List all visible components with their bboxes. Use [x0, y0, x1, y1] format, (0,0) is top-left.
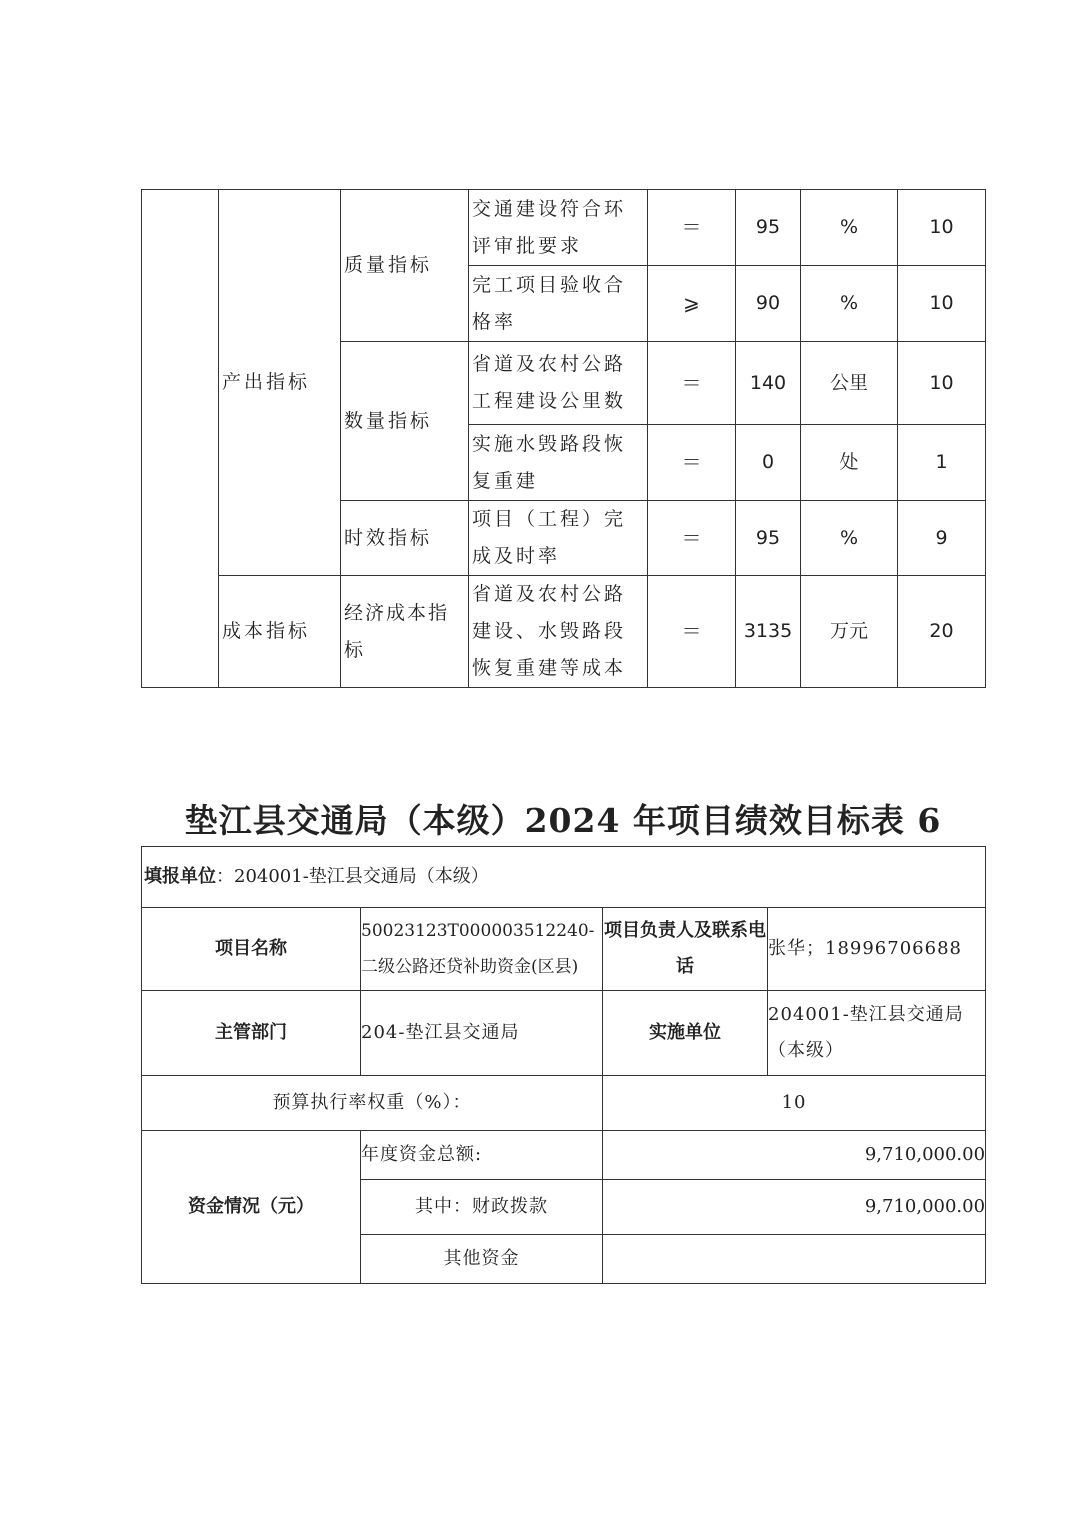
- dept-label: 主管部门: [142, 991, 361, 1076]
- indicator-op: ＝: [648, 425, 736, 501]
- project-info-table: [141, 846, 986, 1284]
- indicator-op: ⩾: [648, 266, 736, 342]
- reporting-unit-value: ：204001-垫江县交通局（本级）: [216, 866, 489, 887]
- indicator-unit: %: [801, 190, 898, 266]
- level2-cost-label: 成本指标: [219, 576, 341, 688]
- level3-quality-label: 质量指标: [341, 190, 469, 342]
- level3-quantity-label: 数量指标: [341, 342, 469, 501]
- indicator-name: 实施水毁路段恢复重建: [469, 425, 648, 501]
- annual-total-label: 年度资金总额:: [361, 1131, 603, 1180]
- table-row: [142, 576, 986, 688]
- indicator-op: ＝: [648, 576, 736, 688]
- indicator-op: ＝: [648, 501, 736, 576]
- level3-timeliness-label: 时效指标: [341, 501, 469, 576]
- fund-label: 资金情况（元）: [142, 1131, 361, 1284]
- indicator-weight: 10: [898, 190, 986, 266]
- indicator-op: ＝: [648, 342, 736, 425]
- indicator-name: 项目（工程）完成及时率: [469, 501, 648, 576]
- indicator-value: 0: [736, 425, 801, 501]
- indicator-op: ＝: [648, 190, 736, 266]
- indicator-name: 完工项目验收合格率: [469, 266, 648, 342]
- indicator-value: 140: [736, 342, 801, 425]
- indicator-weight: 10: [898, 266, 986, 342]
- fiscal-value: 9,710,000.00: [603, 1180, 986, 1235]
- leader-value: 张华；18996706688: [768, 908, 986, 991]
- indicator-name: 省道及农村公路工程建设公里数: [469, 342, 648, 425]
- impl-unit-label: 实施单位: [603, 991, 768, 1076]
- indicator-value: 95: [736, 501, 801, 576]
- indicator-weight: 9: [898, 501, 986, 576]
- impl-unit-value: 204001-垫江县交通局（本级）: [768, 991, 986, 1076]
- document-title: 垫江县交通局（本级）2024 年项目绩效目标表 6: [184, 801, 942, 840]
- level3-econ-cost-label: 经济成本指标: [341, 576, 469, 688]
- budget-rate-label: 预算执行率权重（%）：: [142, 1076, 603, 1131]
- indicator-weight: 10: [898, 342, 986, 425]
- table-row: [142, 190, 986, 266]
- table-row: [142, 991, 986, 1076]
- fiscal-label: 其中：财政拨款: [361, 1180, 603, 1235]
- level2-output-label: 产出指标: [219, 190, 341, 576]
- reporting-unit-label: 填报单位: [144, 866, 216, 887]
- other-fund-value: [603, 1235, 986, 1284]
- level1-cell: [142, 190, 219, 688]
- indicator-unit: %: [801, 266, 898, 342]
- indicator-value: 90: [736, 266, 801, 342]
- project-name-value: 50023123T000003512240-二级公路还贷补助资金(区县): [361, 908, 603, 991]
- leader-label: 项目负责人及联系电话: [603, 908, 768, 991]
- other-fund-label: 其他资金: [361, 1235, 603, 1284]
- reporting-unit-cell: [142, 847, 986, 908]
- project-name-label: 项目名称: [142, 908, 361, 991]
- indicator-name: 交通建设符合环评审批要求: [469, 190, 648, 266]
- table-row: [142, 908, 986, 991]
- budget-rate-value: 10: [603, 1076, 986, 1131]
- table-row: [142, 847, 986, 908]
- indicator-unit: %: [801, 501, 898, 576]
- indicator-weight: 20: [898, 576, 986, 688]
- indicator-value: 95: [736, 190, 801, 266]
- indicator-unit: 公里: [801, 342, 898, 425]
- annual-total-value: 9,710,000.00: [603, 1131, 986, 1180]
- indicator-weight: 1: [898, 425, 986, 501]
- dept-value: 204-垫江县交通局: [361, 991, 603, 1076]
- indicator-unit: 万元: [801, 576, 898, 688]
- indicator-table: [141, 189, 986, 688]
- indicator-value: 3135: [736, 576, 801, 688]
- indicator-name: 省道及农村公路建设、水毁路段恢复重建等成本: [469, 576, 648, 688]
- table-row: [142, 1076, 986, 1131]
- table-row: [142, 1131, 986, 1180]
- indicator-unit: 处: [801, 425, 898, 501]
